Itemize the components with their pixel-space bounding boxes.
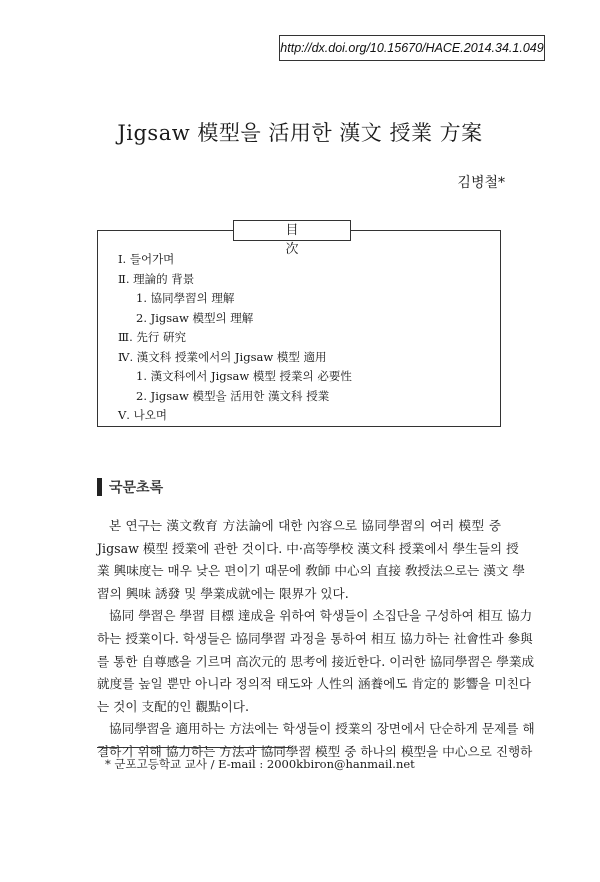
article-title: Jigsaw 模型을 活用한 漢文 授業 方案 xyxy=(117,121,483,145)
author-name: 김병철* xyxy=(457,175,505,191)
abstract-body xyxy=(97,515,535,764)
doi-link[interactable]: http://dx.doi.org/10.15670/HACE.2014.34.1.049 xyxy=(279,35,545,61)
toc-item: 1. 協同學習의 理解 xyxy=(136,291,235,305)
toc-item: Ⅴ. 나오며 xyxy=(118,408,167,422)
abstract-line: 를 통한 自尊感을 기르며 高次元的 思考에 接近한다. 이러한 協同學習은 學業成 xyxy=(97,653,535,669)
abstract-line: 習의 興味 誘發 및 學業成就에는 限界가 있다. xyxy=(97,585,349,601)
toc-item: 2. Jigsaw 模型을 活用한 漢文科 授業 xyxy=(136,388,330,403)
toc-item: Ⅱ. 理論的 背景 xyxy=(118,271,195,286)
abstract-line: 就度를 높일 뿐만 아니라 정의적 태도와 人性의 涵養에도 肯定的 影響을 미친다 xyxy=(97,676,532,692)
abstract-heading: 국문초록 xyxy=(97,478,163,496)
abstract-line: 하는 授業이다. 학생들은 協同學習 과정을 통하여 相互 協力하는 社會性과 參與 xyxy=(97,630,533,646)
abstract-line: 는 것이 支配的인 觀點이다. xyxy=(97,698,249,714)
abstract-line: 協同 學習은 學習 目標 達成을 위하여 학생들이 소집단을 구성하여 相互 協力 xyxy=(109,608,533,624)
footnote-divider xyxy=(97,747,292,748)
toc-item: 1. 漢文科에서 Jigsaw 模型 授業의 必要性 xyxy=(136,369,352,383)
abstract-line: 協同學習을 適用하는 方法에는 학생들이 授業의 장면에서 단순하게 문제를 해 xyxy=(109,721,535,737)
footnote: * 군포고등학교 교사 / E-mail : 2000kbiron@hanmail.net xyxy=(105,757,415,771)
toc-item: Ⅰ. 들어가며 xyxy=(118,252,175,266)
toc-item: 2. Jigsaw 模型의 理解 xyxy=(136,310,254,325)
abstract-line: Jigsaw 模型 授業에 관한 것이다. 中·高等學校 漢文科 授業에서 學生들의 授 xyxy=(97,540,519,556)
toc-item: Ⅳ. 漢文科 授業에서의 Jigsaw 模型 適用 xyxy=(118,349,327,364)
toc-item: Ⅲ. 先行 硏究 xyxy=(118,330,187,344)
abstract-line: 결하기 위해 協力하는 方法과 協同學習 模型 중 하나의 模型을 中心으로 진행하 xyxy=(97,743,533,759)
abstract-line: 본 연구는 漢文敎育 方法論에 대한 內容으로 協同學習의 여러 模型 중 xyxy=(109,518,501,533)
abstract-line: 業 興味度는 매우 낮은 편이기 때문에 敎師 中心의 直接 敎授法으로는 漢文 學 xyxy=(97,563,526,579)
toc-heading: 目 次 xyxy=(233,220,351,241)
toc-list xyxy=(118,250,352,426)
